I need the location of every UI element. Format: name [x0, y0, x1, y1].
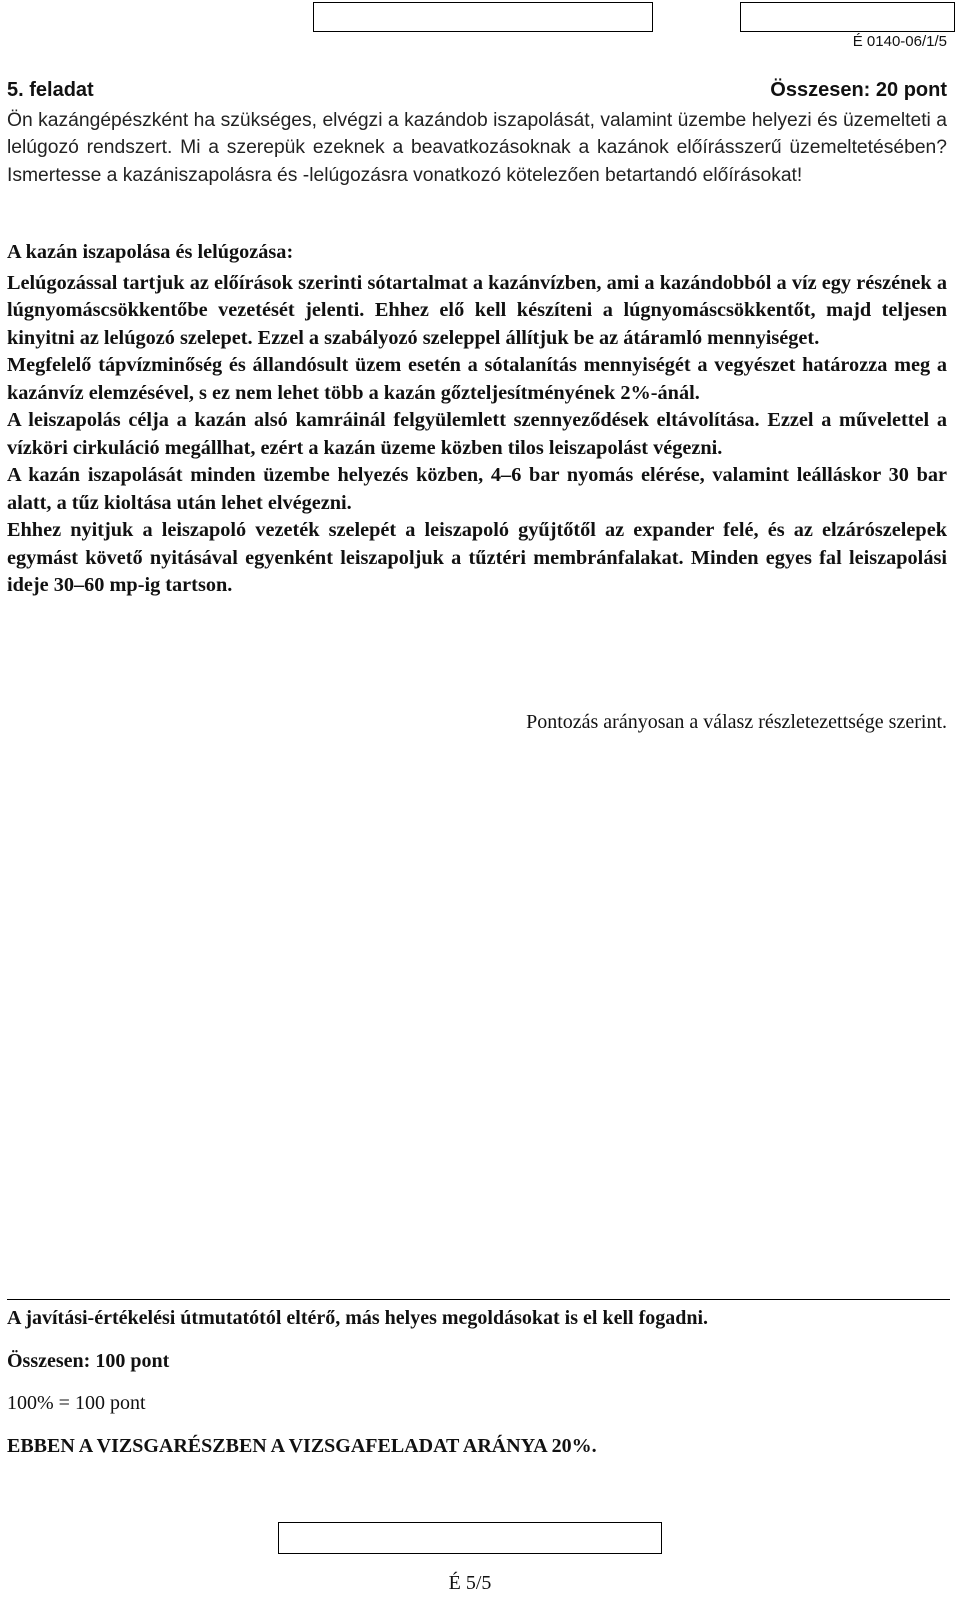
header-blank-box-right: [740, 2, 955, 32]
alternative-solutions-note: A javítási-értékelési útmutatótól eltérő, más helyes megoldásokat is el kell fogadni.: [7, 1307, 709, 1329]
header-blank-box-left: [313, 2, 653, 32]
answer-paragraph-1: Lelúgozással tartjuk az előírások szerinti sótartalmat a kazánvízben, ami a kazándobból a víz egy részének a lúgnyomáscsökkentőbe vezetését jelenti. Ehhez elő kell készíteni a lúgnyomáscsökkentőt, majd teljesen kinyitni az lelúgozó szelepet. Ezzel a szabályozó szeleppel állítjuk be az átáramló mennyiséget.: [7, 271, 947, 349]
grand-total: Összesen: 100 pont: [7, 1350, 170, 1372]
task-header: [7, 79, 947, 102]
page-number: É 5/5: [448, 1572, 492, 1594]
task-total-points: Összesen: 20 pont: [770, 79, 947, 101]
document-code: É 0140-06/1/5: [852, 33, 947, 50]
footer-blank-box: [278, 1522, 662, 1554]
task-title: 5. feladat: [7, 79, 94, 101]
task-question: Ön kazángépészként ha szükséges, elvégzi a kazándob iszapolását, valamint üzembe helyezi és üzemelteti a lelúgozó rendszert. Mi a szerepük ezeknek a beavatkozásoknak a kazánok előírásszerű üzemeltetésében? Ismertesse a kazániszapolásra és -lelúgozásra vonatkozó kötelezően betartandó előírásokat!: [7, 110, 947, 186]
answer-block: [7, 239, 947, 600]
exam-ratio: EBBEN A VIZSGARÉSZBEN A VIZSGAFELADAT ARÁNYA 20%.: [7, 1435, 597, 1457]
answer-paragraph-2: Megfelelő tápvízminőség és állandósult üzem esetén a sótalanítás mennyiségét a vegyészet határozza meg a kazánvíz elemzésével, s ez nem lehet több a kazán gőzteljesítményének 2%-ánál.: [7, 354, 947, 404]
answer-paragraph-5: Ehhez nyitjuk a leiszapoló vezeték szelepét a leiszapoló gyűjtőtől az expander felé, és az elzárószelepek egymást követő nyitásával egyenként leiszapoljuk a tűztéri membránfalakat. Minden egyes fal leiszapolási ideje 30–60 mp-ig tartson.: [7, 519, 947, 596]
answer-paragraph-3: A leiszapolás célja a kazán alsó kamráinál felgyülemlett szennyeződések eltávolítása. Ezzel a művelettel a vízköri cirkuláció megállhat, ezért a kazán üzeme közben tilos leiszapolást végezni.: [7, 409, 947, 459]
answer-subtitle: A kazán iszapolása és lelúgozása:: [7, 241, 294, 263]
percent-equivalence: 100% = 100 pont: [7, 1392, 146, 1414]
footer-divider: [7, 1299, 950, 1300]
answer-paragraph-4: A kazán iszapolását minden üzembe helyezés közben, 4–6 bar nyomás elérése, valamint leálláskor 30 bar alatt, a tűz kioltása után lehet elvégezni.: [7, 464, 947, 514]
scoring-note: Pontozás arányosan a válasz részletezettsége szerint.: [526, 711, 947, 733]
